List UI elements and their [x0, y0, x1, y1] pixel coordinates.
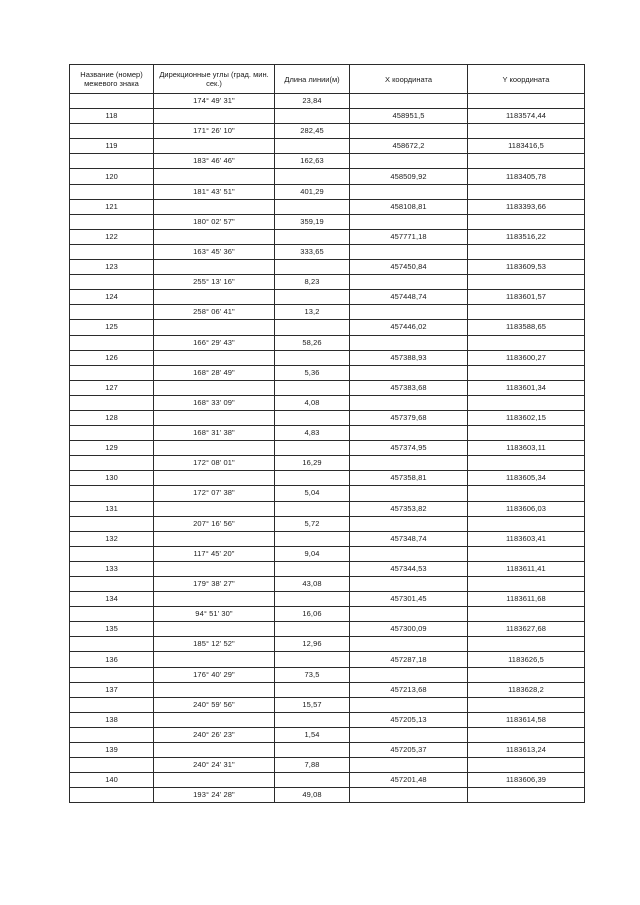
direction-angle-cell: 180° 02' 57"	[154, 214, 275, 229]
line-length-cell	[275, 592, 350, 607]
direction-angle-cell	[154, 441, 275, 456]
line-length-cell	[275, 501, 350, 516]
direction-angle-cell: 171° 26' 10"	[154, 124, 275, 139]
mark-name-cell	[70, 697, 154, 712]
y-coordinate-cell: 1183416,5	[468, 139, 585, 154]
x-coordinate-cell: 457213,68	[350, 682, 468, 697]
x-coordinate-cell	[350, 516, 468, 531]
direction-angle-cell: 193° 24' 28"	[154, 788, 275, 803]
mark-name-cell	[70, 667, 154, 682]
x-coordinate-cell: 457344,53	[350, 561, 468, 576]
y-coordinate-cell	[468, 94, 585, 109]
direction-angle-cell	[154, 320, 275, 335]
direction-angle-cell: 172° 07' 38"	[154, 486, 275, 501]
direction-angle-cell	[154, 682, 275, 697]
direction-angle-cell: 172° 08' 01"	[154, 456, 275, 471]
line-length-cell: 7,88	[275, 758, 350, 773]
point-row	[70, 743, 585, 758]
line-length-cell	[275, 561, 350, 576]
mark-name-cell	[70, 275, 154, 290]
segment-row	[70, 305, 585, 320]
line-length-cell	[275, 350, 350, 365]
y-coordinate-cell: 1183611,41	[468, 561, 585, 576]
line-length-cell	[275, 471, 350, 486]
mark-name-cell: 124	[70, 290, 154, 305]
point-row	[70, 561, 585, 576]
y-coordinate-cell: 1183600,27	[468, 350, 585, 365]
x-coordinate-cell	[350, 486, 468, 501]
mark-name-cell: 130	[70, 471, 154, 486]
direction-angle-cell: 163° 45' 36"	[154, 244, 275, 259]
y-coordinate-cell	[468, 727, 585, 742]
line-length-cell: 4,08	[275, 395, 350, 410]
x-coordinate-cell	[350, 214, 468, 229]
direction-angle-cell: 168° 33' 09"	[154, 395, 275, 410]
header-x-coordinate: X координата	[350, 65, 468, 94]
y-coordinate-cell: 1183605,34	[468, 471, 585, 486]
direction-angle-cell: 183° 46' 46"	[154, 154, 275, 169]
mark-name-cell	[70, 184, 154, 199]
mark-name-cell	[70, 516, 154, 531]
mark-name-cell	[70, 94, 154, 109]
y-coordinate-cell: 1183628,2	[468, 682, 585, 697]
direction-angle-cell	[154, 410, 275, 425]
y-coordinate-cell: 1183603,11	[468, 441, 585, 456]
x-coordinate-cell: 457201,48	[350, 773, 468, 788]
mark-name-cell	[70, 214, 154, 229]
y-coordinate-cell: 1183606,39	[468, 773, 585, 788]
line-length-cell	[275, 743, 350, 758]
direction-angle-cell	[154, 622, 275, 637]
direction-angle-cell	[154, 773, 275, 788]
direction-angle-cell: 240° 59' 56"	[154, 697, 275, 712]
line-length-cell: 333,65	[275, 244, 350, 259]
x-coordinate-cell	[350, 154, 468, 169]
mark-name-cell: 137	[70, 682, 154, 697]
point-row	[70, 260, 585, 275]
mark-name-cell: 132	[70, 531, 154, 546]
direction-angle-cell: 258° 06' 41"	[154, 305, 275, 320]
mark-name-cell: 140	[70, 773, 154, 788]
line-length-cell	[275, 320, 350, 335]
line-length-cell	[275, 652, 350, 667]
segment-row	[70, 365, 585, 380]
x-coordinate-cell	[350, 607, 468, 622]
x-coordinate-cell: 457388,93	[350, 350, 468, 365]
line-length-cell	[275, 622, 350, 637]
y-coordinate-cell	[468, 244, 585, 259]
point-row	[70, 682, 585, 697]
mark-name-cell	[70, 305, 154, 320]
y-coordinate-cell	[468, 546, 585, 561]
mark-name-cell: 126	[70, 350, 154, 365]
line-length-cell: 16,29	[275, 456, 350, 471]
direction-angle-cell: 240° 26' 23"	[154, 727, 275, 742]
point-row	[70, 410, 585, 425]
line-length-cell: 282,45	[275, 124, 350, 139]
x-coordinate-cell	[350, 395, 468, 410]
point-row	[70, 320, 585, 335]
table-header	[70, 65, 585, 94]
mark-name-cell	[70, 607, 154, 622]
y-coordinate-cell	[468, 667, 585, 682]
x-coordinate-cell: 457205,13	[350, 712, 468, 727]
segment-row	[70, 637, 585, 652]
y-coordinate-cell	[468, 214, 585, 229]
y-coordinate-cell: 1183606,03	[468, 501, 585, 516]
line-length-cell: 5,04	[275, 486, 350, 501]
mark-name-cell	[70, 365, 154, 380]
point-row	[70, 380, 585, 395]
mark-name-cell: 127	[70, 380, 154, 395]
segment-row	[70, 94, 585, 109]
x-coordinate-cell: 457379,68	[350, 410, 468, 425]
x-coordinate-cell	[350, 577, 468, 592]
y-coordinate-cell	[468, 637, 585, 652]
segment-row	[70, 456, 585, 471]
segment-row	[70, 184, 585, 199]
boundary-marks-table	[69, 64, 585, 803]
y-coordinate-cell	[468, 335, 585, 350]
point-row	[70, 531, 585, 546]
line-length-cell: 5,36	[275, 365, 350, 380]
line-length-cell	[275, 682, 350, 697]
line-length-cell	[275, 139, 350, 154]
point-row	[70, 169, 585, 184]
x-coordinate-cell: 457287,18	[350, 652, 468, 667]
x-coordinate-cell	[350, 275, 468, 290]
direction-angle-cell: 94° 51' 30"	[154, 607, 275, 622]
x-coordinate-cell: 458672,2	[350, 139, 468, 154]
y-coordinate-cell	[468, 788, 585, 803]
x-coordinate-cell: 457358,81	[350, 471, 468, 486]
segment-row	[70, 124, 585, 139]
y-coordinate-cell: 1183516,22	[468, 229, 585, 244]
mark-name-cell: 133	[70, 561, 154, 576]
mark-name-cell	[70, 335, 154, 350]
direction-angle-cell: 255° 13' 16"	[154, 275, 275, 290]
y-coordinate-cell	[468, 395, 585, 410]
point-row	[70, 109, 585, 124]
x-coordinate-cell: 457771,18	[350, 229, 468, 244]
line-length-cell	[275, 109, 350, 124]
y-coordinate-cell: 1183405,78	[468, 169, 585, 184]
x-coordinate-cell: 458509,92	[350, 169, 468, 184]
mark-name-cell: 136	[70, 652, 154, 667]
line-length-cell	[275, 380, 350, 395]
segment-row	[70, 788, 585, 803]
direction-angle-cell	[154, 531, 275, 546]
y-coordinate-cell: 1183393,66	[468, 199, 585, 214]
x-coordinate-cell	[350, 184, 468, 199]
line-length-cell: 12,96	[275, 637, 350, 652]
mark-name-cell: 131	[70, 501, 154, 516]
point-row	[70, 350, 585, 365]
y-coordinate-cell: 1183613,24	[468, 743, 585, 758]
y-coordinate-cell	[468, 516, 585, 531]
mark-name-cell	[70, 788, 154, 803]
direction-angle-cell	[154, 652, 275, 667]
mark-name-cell: 121	[70, 199, 154, 214]
x-coordinate-cell	[350, 667, 468, 682]
mark-name-cell: 128	[70, 410, 154, 425]
y-coordinate-cell	[468, 758, 585, 773]
x-coordinate-cell: 457450,84	[350, 260, 468, 275]
mark-name-cell	[70, 637, 154, 652]
direction-angle-cell: 168° 28' 49"	[154, 365, 275, 380]
direction-angle-cell	[154, 260, 275, 275]
mark-name-cell: 129	[70, 441, 154, 456]
point-row	[70, 139, 585, 154]
direction-angle-cell: 207° 16' 56"	[154, 516, 275, 531]
line-length-cell: 49,08	[275, 788, 350, 803]
direction-angle-cell	[154, 471, 275, 486]
y-coordinate-cell: 1183574,44	[468, 109, 585, 124]
mark-name-cell	[70, 577, 154, 592]
x-coordinate-cell	[350, 697, 468, 712]
header-mark-name: Название (номер) межевого знака	[70, 65, 154, 94]
line-length-cell: 5,72	[275, 516, 350, 531]
mark-name-cell	[70, 244, 154, 259]
mark-name-cell: 118	[70, 109, 154, 124]
direction-angle-cell: 179° 38' 27"	[154, 577, 275, 592]
segment-row	[70, 697, 585, 712]
direction-angle-cell	[154, 139, 275, 154]
x-coordinate-cell: 457300,09	[350, 622, 468, 637]
segment-row	[70, 275, 585, 290]
mark-name-cell	[70, 456, 154, 471]
direction-angle-cell	[154, 561, 275, 576]
point-row	[70, 290, 585, 305]
mark-name-cell: 134	[70, 592, 154, 607]
direction-angle-cell	[154, 169, 275, 184]
point-row	[70, 229, 585, 244]
line-length-cell	[275, 410, 350, 425]
x-coordinate-cell	[350, 727, 468, 742]
mark-name-cell: 139	[70, 743, 154, 758]
line-length-cell: 4,83	[275, 426, 350, 441]
header-y-coordinate: Y координата	[468, 65, 585, 94]
segment-row	[70, 727, 585, 742]
line-length-cell: 162,63	[275, 154, 350, 169]
mark-name-cell	[70, 546, 154, 561]
y-coordinate-cell	[468, 426, 585, 441]
line-length-cell: 13,2	[275, 305, 350, 320]
x-coordinate-cell: 457446,02	[350, 320, 468, 335]
direction-angle-cell	[154, 380, 275, 395]
segment-row	[70, 486, 585, 501]
header-row	[70, 65, 585, 94]
direction-angle-cell	[154, 350, 275, 365]
x-coordinate-cell: 457374,95	[350, 441, 468, 456]
point-row	[70, 773, 585, 788]
segment-row	[70, 426, 585, 441]
y-coordinate-cell: 1183588,65	[468, 320, 585, 335]
point-row	[70, 652, 585, 667]
y-coordinate-cell	[468, 577, 585, 592]
line-length-cell: 16,06	[275, 607, 350, 622]
header-line-length: Длина линии(м)	[275, 65, 350, 94]
y-coordinate-cell	[468, 305, 585, 320]
y-coordinate-cell: 1183611,68	[468, 592, 585, 607]
line-length-cell	[275, 441, 350, 456]
x-coordinate-cell: 458951,5	[350, 109, 468, 124]
mark-name-cell	[70, 395, 154, 410]
point-row	[70, 592, 585, 607]
line-length-cell: 359,19	[275, 214, 350, 229]
segment-row	[70, 244, 585, 259]
segment-row	[70, 395, 585, 410]
line-length-cell: 401,29	[275, 184, 350, 199]
y-coordinate-cell: 1183609,53	[468, 260, 585, 275]
direction-angle-cell: 117° 45' 20"	[154, 546, 275, 561]
x-coordinate-cell	[350, 456, 468, 471]
direction-angle-cell: 166° 29' 43"	[154, 335, 275, 350]
x-coordinate-cell: 457301,45	[350, 592, 468, 607]
direction-angle-cell	[154, 109, 275, 124]
point-row	[70, 199, 585, 214]
direction-angle-cell	[154, 712, 275, 727]
point-row	[70, 441, 585, 456]
line-length-cell	[275, 712, 350, 727]
x-coordinate-cell	[350, 365, 468, 380]
direction-angle-cell: 185° 12' 52"	[154, 637, 275, 652]
line-length-cell: 73,5	[275, 667, 350, 682]
y-coordinate-cell	[468, 486, 585, 501]
x-coordinate-cell	[350, 637, 468, 652]
direction-angle-cell: 168° 31' 38"	[154, 426, 275, 441]
y-coordinate-cell	[468, 124, 585, 139]
mark-name-cell	[70, 426, 154, 441]
line-length-cell: 15,57	[275, 697, 350, 712]
line-length-cell: 58,26	[275, 335, 350, 350]
header-direction-angle: Дирекционные углы (град. мин. сек.)	[154, 65, 275, 94]
y-coordinate-cell	[468, 365, 585, 380]
direction-angle-cell	[154, 592, 275, 607]
direction-angle-cell	[154, 199, 275, 214]
y-coordinate-cell	[468, 184, 585, 199]
x-coordinate-cell	[350, 788, 468, 803]
y-coordinate-cell	[468, 275, 585, 290]
mark-name-cell: 135	[70, 622, 154, 637]
mark-name-cell: 138	[70, 712, 154, 727]
line-length-cell	[275, 199, 350, 214]
direction-angle-cell: 181° 43' 51"	[154, 184, 275, 199]
segment-row	[70, 758, 585, 773]
x-coordinate-cell: 457383,68	[350, 380, 468, 395]
x-coordinate-cell: 457353,82	[350, 501, 468, 516]
y-coordinate-cell: 1183627,68	[468, 622, 585, 637]
line-length-cell: 9,04	[275, 546, 350, 561]
y-coordinate-cell	[468, 607, 585, 622]
y-coordinate-cell: 1183603,41	[468, 531, 585, 546]
mark-name-cell	[70, 758, 154, 773]
line-length-cell	[275, 260, 350, 275]
segment-row	[70, 335, 585, 350]
line-length-cell: 1,54	[275, 727, 350, 742]
direction-angle-cell	[154, 743, 275, 758]
x-coordinate-cell	[350, 94, 468, 109]
y-coordinate-cell: 1183601,57	[468, 290, 585, 305]
x-coordinate-cell	[350, 546, 468, 561]
direction-angle-cell	[154, 229, 275, 244]
point-row	[70, 622, 585, 637]
point-row	[70, 501, 585, 516]
x-coordinate-cell: 457205,37	[350, 743, 468, 758]
mark-name-cell	[70, 727, 154, 742]
point-row	[70, 471, 585, 486]
segment-row	[70, 546, 585, 561]
mark-name-cell	[70, 154, 154, 169]
y-coordinate-cell: 1183602,15	[468, 410, 585, 425]
direction-angle-cell	[154, 290, 275, 305]
x-coordinate-cell: 457448,74	[350, 290, 468, 305]
segment-row	[70, 577, 585, 592]
segment-row	[70, 607, 585, 622]
x-coordinate-cell	[350, 124, 468, 139]
y-coordinate-cell: 1183626,5	[468, 652, 585, 667]
y-coordinate-cell	[468, 456, 585, 471]
segment-row	[70, 516, 585, 531]
mark-name-cell	[70, 124, 154, 139]
y-coordinate-cell	[468, 154, 585, 169]
y-coordinate-cell	[468, 697, 585, 712]
mark-name-cell: 125	[70, 320, 154, 335]
direction-angle-cell: 174° 49' 31"	[154, 94, 275, 109]
direction-angle-cell: 176° 40' 29"	[154, 667, 275, 682]
table-body	[70, 94, 585, 803]
line-length-cell: 23,84	[275, 94, 350, 109]
mark-name-cell: 122	[70, 229, 154, 244]
mark-name-cell: 120	[70, 169, 154, 184]
line-length-cell	[275, 531, 350, 546]
y-coordinate-cell: 1183614,58	[468, 712, 585, 727]
line-length-cell: 8,23	[275, 275, 350, 290]
line-length-cell	[275, 229, 350, 244]
x-coordinate-cell	[350, 305, 468, 320]
mark-name-cell: 123	[70, 260, 154, 275]
x-coordinate-cell: 458108,81	[350, 199, 468, 214]
x-coordinate-cell	[350, 335, 468, 350]
line-length-cell	[275, 169, 350, 184]
direction-angle-cell	[154, 501, 275, 516]
x-coordinate-cell: 457348,74	[350, 531, 468, 546]
x-coordinate-cell	[350, 244, 468, 259]
segment-row	[70, 214, 585, 229]
segment-row	[70, 667, 585, 682]
direction-angle-cell: 240° 24' 31"	[154, 758, 275, 773]
y-coordinate-cell: 1183601,34	[468, 380, 585, 395]
line-length-cell	[275, 290, 350, 305]
x-coordinate-cell	[350, 758, 468, 773]
line-length-cell: 43,08	[275, 577, 350, 592]
line-length-cell	[275, 773, 350, 788]
mark-name-cell: 119	[70, 139, 154, 154]
mark-name-cell	[70, 486, 154, 501]
x-coordinate-cell	[350, 426, 468, 441]
segment-row	[70, 154, 585, 169]
point-row	[70, 712, 585, 727]
